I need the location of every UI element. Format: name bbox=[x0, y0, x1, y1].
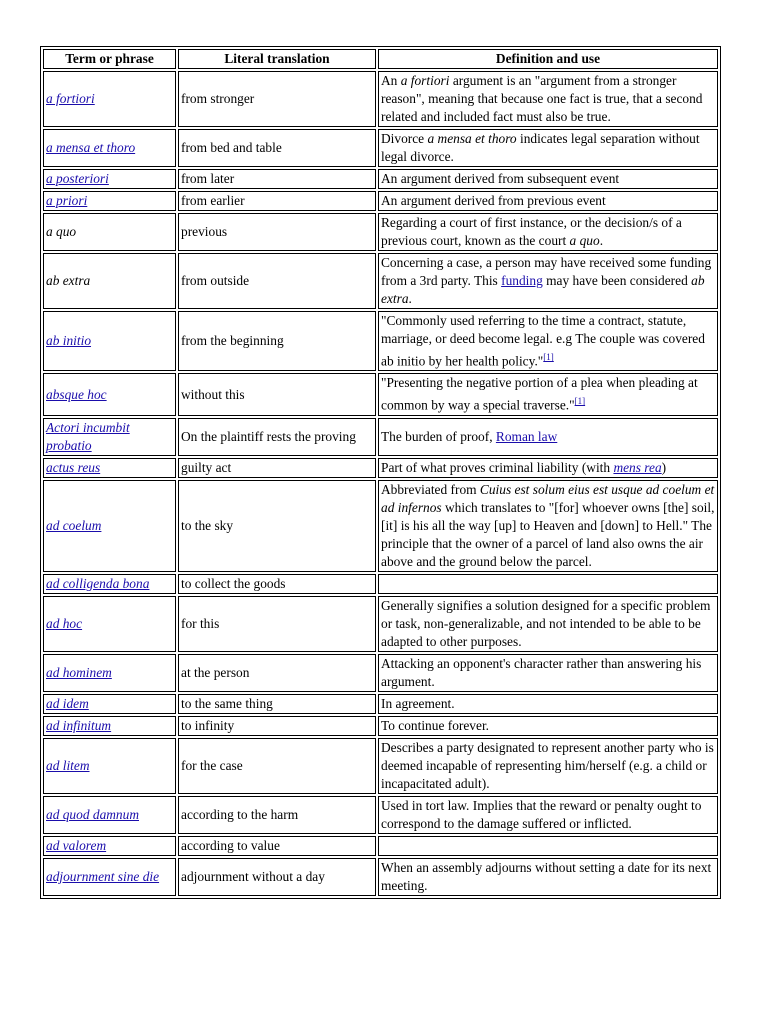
term-link[interactable]: Actori incumbit probatio bbox=[46, 419, 130, 453]
term-cell bbox=[43, 311, 176, 371]
term-cell bbox=[43, 129, 176, 167]
definition-cell bbox=[378, 694, 718, 714]
definition-text: Describes a party designated to represent another party who is deemed incapable of representing him/herself (e.g. a child or incapacitated adult). bbox=[381, 739, 714, 791]
translation-cell: at the person bbox=[178, 654, 376, 692]
table-row bbox=[43, 574, 718, 594]
table-row bbox=[43, 191, 718, 211]
table-row bbox=[43, 373, 718, 415]
inline-link[interactable]: mens rea bbox=[613, 459, 662, 475]
translation-cell: according to value bbox=[178, 836, 376, 856]
definition-cell bbox=[378, 373, 718, 415]
definition-cell bbox=[378, 654, 718, 692]
term-cell bbox=[43, 654, 176, 692]
term-link[interactable]: ab initio bbox=[46, 333, 92, 349]
footnote-link[interactable]: [1] bbox=[574, 396, 586, 407]
translation-cell: for this bbox=[178, 596, 376, 652]
translation-cell: from outside bbox=[178, 253, 376, 309]
table-row bbox=[43, 858, 718, 896]
header-definition: Definition and use bbox=[378, 49, 718, 69]
definition-text: Abbreviated from bbox=[381, 481, 480, 497]
term-cell bbox=[43, 480, 176, 572]
definition-text: Generally signifies a solution designed for a specific problem or task, non-generalizable, and not intended to be able to be adapted to other purposes. bbox=[381, 597, 711, 649]
term-link[interactable]: ad infinitum bbox=[46, 717, 112, 733]
table-row bbox=[43, 311, 718, 371]
definition-text: Attacking an opponent's character rather than answering his argument. bbox=[381, 655, 702, 689]
definition-text: may have been considered bbox=[542, 273, 692, 288]
definition-cell bbox=[378, 213, 718, 251]
term-link[interactable]: a priori bbox=[46, 193, 88, 208]
definition-text: ) bbox=[661, 459, 667, 475]
definition-cell bbox=[378, 574, 718, 594]
term-cell bbox=[43, 694, 176, 714]
term-cell bbox=[43, 458, 176, 478]
term-cell bbox=[43, 836, 176, 856]
translation-cell: without this bbox=[178, 373, 376, 415]
term-text: a quo bbox=[46, 224, 77, 239]
table-row bbox=[43, 458, 718, 478]
translation-cell: from later bbox=[178, 169, 376, 189]
term-link[interactable]: ad quod damnum bbox=[46, 806, 139, 822]
term-cell bbox=[43, 858, 176, 896]
definition-cell bbox=[378, 71, 718, 127]
term-cell bbox=[43, 71, 176, 127]
table-row bbox=[43, 253, 718, 309]
italic-text: a fortiori bbox=[400, 73, 450, 88]
term-link[interactable]: a posteriori bbox=[46, 171, 109, 186]
term-cell bbox=[43, 213, 176, 251]
term-link[interactable]: ad hominem bbox=[46, 664, 112, 680]
term-link[interactable]: ad valorem bbox=[46, 837, 107, 853]
table-row bbox=[43, 418, 718, 456]
term-cell bbox=[43, 169, 176, 189]
translation-cell: according to the harm bbox=[178, 796, 376, 834]
translation-cell: to the same thing bbox=[178, 694, 376, 714]
term-link[interactable]: ad coelum bbox=[46, 517, 102, 533]
term-cell bbox=[43, 716, 176, 736]
definition-cell bbox=[378, 311, 718, 371]
inline-link[interactable]: funding bbox=[501, 273, 543, 288]
definition-text: . bbox=[599, 233, 604, 248]
definition-text: An bbox=[381, 73, 401, 88]
definition-text: Used in tort law. Implies that the reward or penalty ought to correspond to the damage suffered or inflicted. bbox=[381, 797, 702, 831]
header-term: Term or phrase bbox=[43, 49, 176, 69]
definition-text: Part of what proves criminal liability (with bbox=[381, 459, 614, 475]
definition-cell bbox=[378, 480, 718, 572]
italic-text: ab extra bbox=[381, 273, 705, 306]
table-row bbox=[43, 169, 718, 189]
translation-cell: to the sky bbox=[178, 480, 376, 572]
table-row bbox=[43, 836, 718, 856]
definition-text: argument is an "argument from a stronger reason", meaning that because one fact is true, that a second related and included fact must also be true. bbox=[381, 73, 703, 124]
definition-cell bbox=[378, 458, 718, 478]
translation-cell: to infinity bbox=[178, 716, 376, 736]
translation-cell: for the case bbox=[178, 738, 376, 794]
definition-text: Concerning a case, a person may have received some funding from a 3rd party. This bbox=[381, 255, 712, 288]
term-cell bbox=[43, 596, 176, 652]
definition-cell bbox=[378, 191, 718, 211]
definition-cell bbox=[378, 716, 718, 736]
definition-cell bbox=[378, 836, 718, 856]
definition-cell bbox=[378, 169, 718, 189]
table-row bbox=[43, 738, 718, 794]
definition-text: An argument derived from subsequent event bbox=[381, 171, 620, 186]
inline-link[interactable]: Roman law bbox=[495, 428, 558, 444]
italic-text: a mensa et thoro bbox=[427, 131, 517, 146]
translation-cell: from the beginning bbox=[178, 311, 376, 371]
definition-cell bbox=[378, 129, 718, 167]
term-text: ab extra bbox=[46, 273, 91, 288]
translation-cell: On the plaintiff rests the proving bbox=[178, 418, 376, 456]
definition-cell bbox=[378, 596, 718, 652]
term-cell bbox=[43, 418, 176, 456]
definition-text: which translates to "[for] whoever owns [the] soil, [it] is his all the way [up] to Heaven and [down] to Hell." The principle that the owner of a parcel of land also owns the air above and the ground below the parcel. bbox=[381, 499, 715, 569]
term-link[interactable]: ad colligenda bona bbox=[46, 575, 150, 591]
definition-text: When an assembly adjourns without setting a date for its next meeting. bbox=[381, 859, 712, 893]
translation-cell: from bed and table bbox=[178, 129, 376, 167]
term-cell bbox=[43, 253, 176, 309]
term-link[interactable]: adjournment sine die bbox=[46, 868, 160, 884]
italic-text: a quo bbox=[569, 233, 600, 248]
term-cell bbox=[43, 574, 176, 594]
definition-text: An argument derived from previous event bbox=[381, 193, 606, 208]
term-link[interactable]: ad hoc bbox=[46, 615, 83, 631]
term-link[interactable]: ad litem bbox=[46, 757, 90, 773]
definition-text: The burden of proof, bbox=[381, 428, 496, 444]
term-link[interactable]: a mensa et thoro bbox=[46, 140, 136, 155]
table-row bbox=[43, 654, 718, 692]
legal-terms-table bbox=[40, 46, 721, 899]
table-row bbox=[43, 71, 718, 127]
definition-text: . bbox=[408, 291, 412, 306]
table-row bbox=[43, 694, 718, 714]
header-translation: Literal translation bbox=[178, 49, 376, 69]
term-link[interactable]: actus reus bbox=[46, 459, 101, 475]
definition-text: Regarding a court of first instance, or the decision/s of a previous court, known as the court bbox=[381, 215, 682, 248]
table-row bbox=[43, 796, 718, 834]
term-cell bbox=[43, 191, 176, 211]
translation-cell: adjournment without a day bbox=[178, 858, 376, 896]
term-link[interactable]: a fortiori bbox=[46, 91, 95, 106]
definition-cell bbox=[378, 796, 718, 834]
translation-cell: to collect the goods bbox=[178, 574, 376, 594]
term-cell bbox=[43, 796, 176, 834]
term-cell bbox=[43, 373, 176, 415]
definition-cell bbox=[378, 738, 718, 794]
translation-cell: previous bbox=[178, 213, 376, 251]
definition-cell bbox=[378, 418, 718, 456]
term-cell bbox=[43, 738, 176, 794]
table-row bbox=[43, 716, 718, 736]
definition-text: In agreement. bbox=[381, 695, 455, 711]
table-row bbox=[43, 480, 718, 572]
translation-cell: from stronger bbox=[178, 71, 376, 127]
footnote-link[interactable]: [1] bbox=[543, 352, 554, 362]
definition-text: To continue forever. bbox=[381, 717, 490, 733]
table-row bbox=[43, 596, 718, 652]
term-link[interactable]: absque hoc bbox=[46, 386, 107, 402]
definition-text: indicates legal separation without legal divorce. bbox=[381, 131, 700, 164]
table-header-row bbox=[43, 49, 718, 69]
table-row bbox=[43, 213, 718, 251]
table-body bbox=[43, 71, 718, 896]
definition-text: "Commonly used referring to the time a contract, statute, marriage, or deed become legal. e.g The couple was covered ab initio by her health policy." bbox=[381, 313, 705, 369]
definition-cell bbox=[378, 253, 718, 309]
translation-cell: from earlier bbox=[178, 191, 376, 211]
definition-text: Divorce bbox=[381, 131, 428, 146]
definition-text: "Presenting the negative portion of a plea when pleading at common by way a special traverse." bbox=[381, 375, 698, 413]
italic-text: Cuius est solum eius est usque ad coelum et ad infernos bbox=[381, 481, 715, 515]
translation-cell: guilty act bbox=[178, 458, 376, 478]
term-link[interactable]: ad idem bbox=[46, 695, 89, 711]
definition-cell bbox=[378, 858, 718, 896]
table-row bbox=[43, 129, 718, 167]
